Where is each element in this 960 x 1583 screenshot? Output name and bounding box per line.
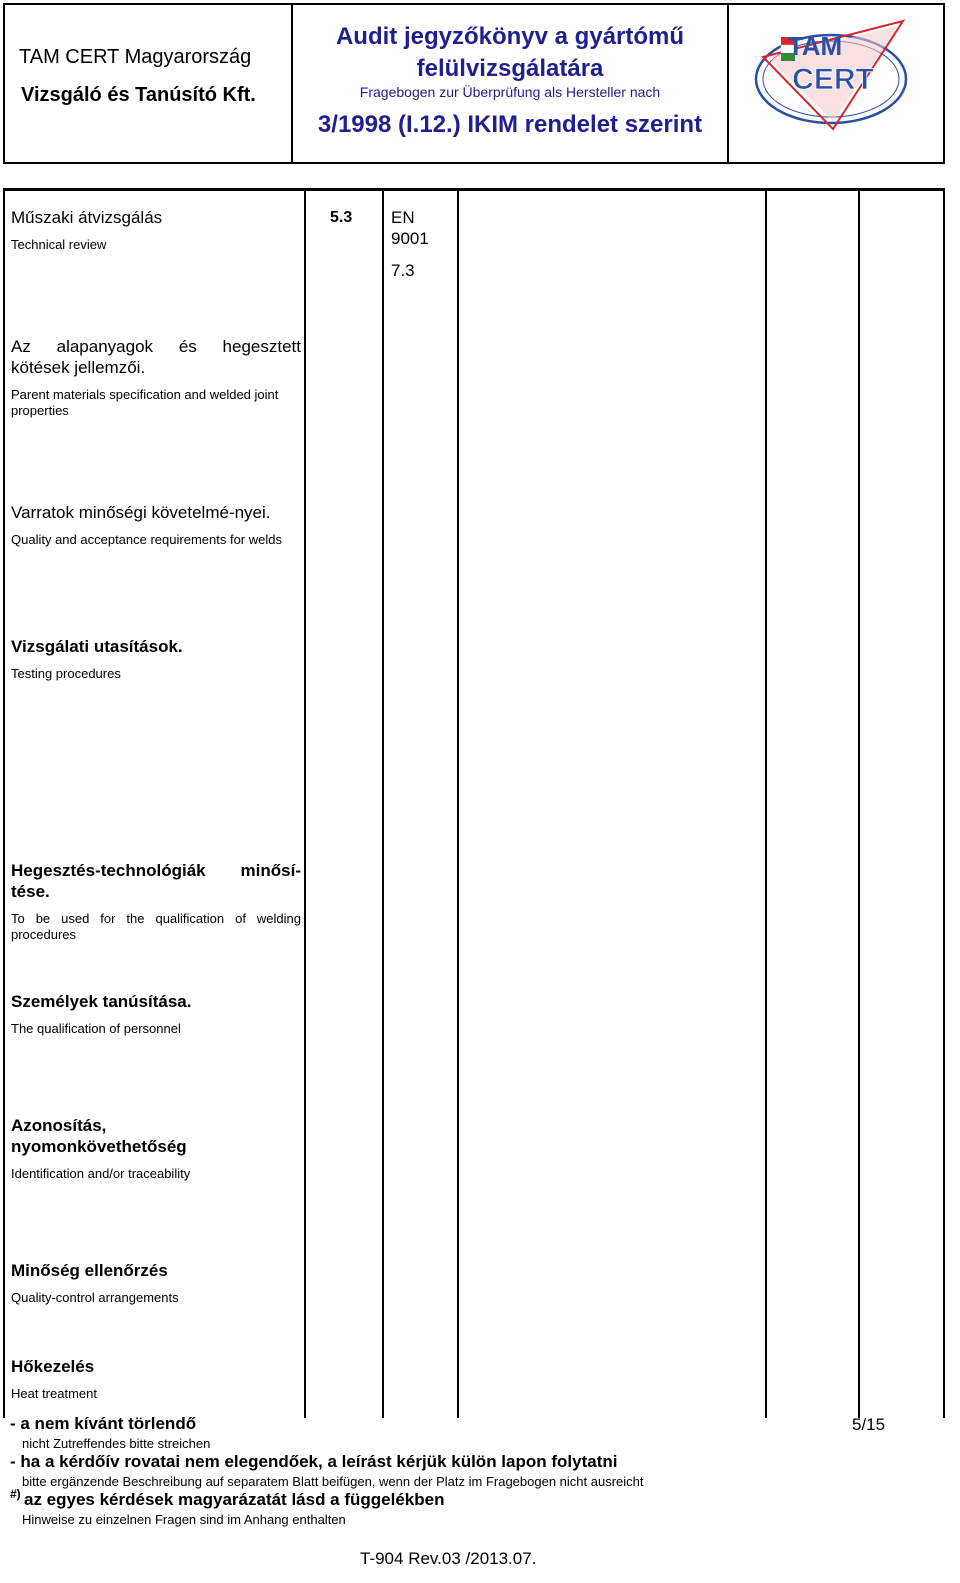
regulation-reference: 3/1998 (I.12.) IKIM rendelet szerint [317, 111, 703, 138]
row-title-en: Technical review [11, 237, 107, 252]
row-title-hu: Minőség ellenőrzés [11, 1261, 168, 1280]
footnote-appendix: az egyes kérdések magyarázatát lásd a függelékben [24, 1490, 445, 1509]
row-title-hu: Az alapanyagok és hegesztett kötések jellemzői. [11, 337, 301, 377]
row-title-hu: Azonosítás, nyomonkövethetőség [11, 1116, 187, 1156]
organization-subtitle: Vizsgáló és Tanúsító Kft. [21, 84, 256, 106]
table-row [11, 1260, 301, 1306]
table-row [11, 860, 301, 943]
row-title-en: Quality-control arrangements [11, 1290, 179, 1305]
table-row [11, 207, 301, 253]
footnote-delete-de: nicht Zutreffendes bitte streichen [22, 1436, 211, 1451]
svg-text:TAM: TAM [787, 31, 843, 61]
table-row [11, 1115, 211, 1182]
organization-cell [5, 5, 293, 162]
document-header [3, 3, 945, 164]
document-title-german: Fragebogen zur Überprüfung als Hersteller nach [359, 84, 661, 100]
table-row [11, 991, 301, 1037]
standard-reference: EN 9001 [391, 208, 429, 248]
row-title-en: Testing procedures [11, 666, 121, 681]
section-reference: 5.3 [330, 209, 353, 226]
footnote-continue: - ha a kérdőív rovatai nem elegendőek, a leírást kérjük külön lapon folytatni [10, 1452, 618, 1471]
row-title-en: Quality and acceptance requirements for welds [11, 532, 282, 547]
organization-name: TAM CERT Magyarország [19, 46, 252, 68]
column-divider [765, 191, 767, 1418]
table-row [11, 636, 301, 682]
column-divider [457, 191, 459, 1418]
footnote-delete: - a nem kívánt törlendő [10, 1414, 197, 1433]
column-divider [382, 191, 384, 1418]
audit-table [3, 188, 945, 1418]
table-row [11, 1356, 301, 1402]
title-cell [293, 5, 729, 162]
row-title-hu: Varratok minőségi követelmé-nyei. [11, 503, 271, 522]
row-title-en: To be used for the qualification of welding procedures [11, 911, 301, 942]
document-title-line2: felülvizsgálatára [416, 55, 604, 82]
row-title-hu: Személyek tanúsítása. [11, 992, 192, 1011]
row-title-hu: Hőkezelés [11, 1357, 95, 1376]
row-title-hu: Műszaki átvizsgálás [11, 208, 163, 227]
document-id: T-904 Rev.03 /2013.07. [360, 1549, 537, 1568]
footnote-continue-de: bitte ergänzende Beschreibung auf separatem Blatt beifügen, wenn der Platz im Fragebogen nicht ausreicht [22, 1474, 644, 1489]
footnote-appendix-de: Hinweise zu einzelnen Fragen sind im Anhang enthalten [22, 1512, 346, 1527]
row-title-hu: Hegesztés-technológiák minősí-tése. [11, 861, 301, 901]
footnote-marker: #) [10, 1487, 21, 1501]
row-title-hu: Vizsgálati utasítások. [11, 637, 183, 656]
document-title-line1: Audit jegyzőkönyv a gyártómű [335, 23, 685, 50]
tam-cert-logo [753, 17, 918, 137]
table-row [11, 336, 301, 419]
clause-reference: 7.3 [391, 261, 415, 280]
page-number: 5/15 [852, 1415, 886, 1434]
column-divider [858, 191, 860, 1418]
svg-text:CERT: CERT [792, 63, 874, 96]
table-row [11, 502, 301, 548]
row-title-en: Parent materials specification and welded joint properties [11, 387, 279, 418]
column-divider [304, 191, 306, 1418]
row-title-en: The qualification of personnel [11, 1021, 181, 1036]
row-title-en: Identification and/or traceability [11, 1166, 191, 1181]
row-title-en: Heat treatment [11, 1386, 97, 1401]
logo-cell [729, 5, 943, 162]
